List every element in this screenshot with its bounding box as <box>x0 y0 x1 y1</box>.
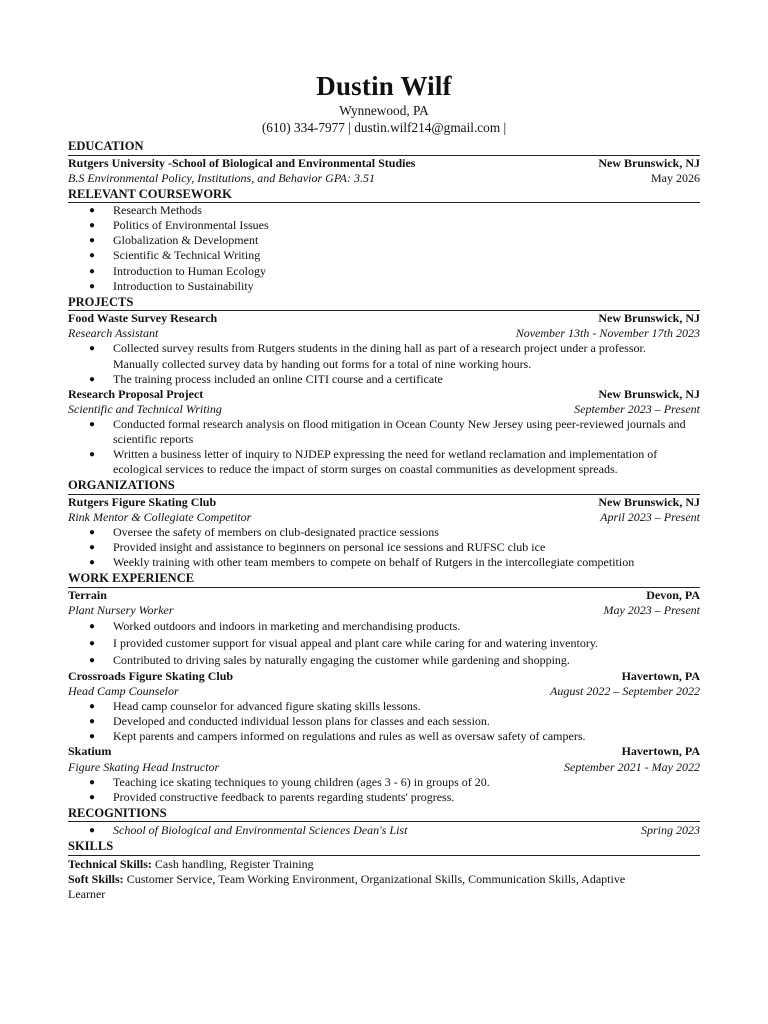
list-item <box>68 417 700 447</box>
candidate-name: Dustin Wilf <box>316 71 452 101</box>
entry-bullets <box>68 618 700 669</box>
bullet-text: Written a business letter of inquiry to NJDEP expressing the need for wetland reclamation and implementation of ecological services to reduce the impact of storm surges on coastal communities as development spreads. <box>113 447 658 477</box>
bullet-icon: ● <box>89 235 96 247</box>
list-item <box>68 652 700 669</box>
bullet-text: Worked outdoors and indoors in marketing and merchandising products. <box>113 618 461 633</box>
list-item <box>68 447 700 477</box>
degree: B.S Environmental Policy, Institutions, and Behavior GPA: 3.51 <box>68 170 375 185</box>
bullet-icon: ● <box>89 418 96 430</box>
entry-role: Head Camp Counselor <box>68 684 179 699</box>
entry-bullets <box>68 417 700 477</box>
list-item <box>68 372 700 387</box>
bullet-icon: ● <box>89 791 96 803</box>
bullet-icon: ● <box>89 373 96 385</box>
school-name: Rutgers University -School of Biological and Environmental Studies <box>68 155 416 170</box>
graduation-date: May 2026 <box>651 170 700 185</box>
bullet-text: Head camp counselor for advanced figure skating skills lessons. <box>113 699 421 714</box>
bullet-icon: ● <box>89 776 96 788</box>
bullet-icon: ● <box>89 542 96 554</box>
entry-location: Devon, PA <box>646 587 700 602</box>
list-item <box>68 218 700 233</box>
bullet-icon: ● <box>89 716 96 728</box>
entry-role: Figure Skating Head Instructor <box>68 759 220 774</box>
recognition-date: Spring 2023 <box>640 823 700 838</box>
coursework-list <box>68 203 700 294</box>
list-item <box>68 775 700 790</box>
entry-role: Plant Nursery Worker <box>68 602 174 617</box>
entry-date: April 2023 – Present <box>600 509 700 524</box>
candidate-location: Wynnewood, PA <box>339 103 429 118</box>
section-organizations: ORGANIZATIONS <box>68 478 700 495</box>
entry-role: Rink Mentor & Collegiate Competitor <box>68 509 252 524</box>
bullet-icon: ● <box>89 526 96 538</box>
contact-line: (610) 334-7977 | dustin.wilf214@gmail.com | <box>261 120 507 135</box>
list-item <box>68 618 700 635</box>
bullet-icon: ● <box>89 449 96 461</box>
course-name: Scientific & Technical Writing <box>113 248 261 263</box>
list-item <box>68 357 700 372</box>
list-item <box>68 264 700 279</box>
bullet-text: Provided constructive feedback to parents regarding students' progress. <box>113 789 455 804</box>
entry-location: Havertown, PA <box>621 744 700 759</box>
bullet-text: Oversee the safety of members on club-designated practice sessions <box>113 524 439 539</box>
bullet-text: I provided customer support for visual appeal and plant care while caring for and watering inventory. <box>113 635 599 650</box>
recognition-item: School of Biological and Environmental Sciences Dean's List <box>113 823 408 838</box>
entry-header <box>68 495 700 510</box>
section-work-experience: WORK EXPERIENCE <box>68 571 700 588</box>
entry-bullets <box>68 341 700 386</box>
bullet-icon: ● <box>89 280 96 292</box>
entry-name: Research Proposal Project <box>68 386 204 401</box>
list-item <box>68 729 700 744</box>
technical-skills-label: Technical Skills: <box>68 856 152 871</box>
soft-skills-text: Customer Service, Team Working Environment, Organizational Skills, Communication Skills, Adaptive Learner <box>68 871 626 902</box>
course-name: Introduction to Human Ecology <box>113 263 266 278</box>
entry-header <box>68 669 700 684</box>
bullet-text: Kept parents and campers informed on regulations and rules as well as oversaw safety of campers. <box>113 729 586 744</box>
resume-page <box>68 70 700 902</box>
section-recognitions: RECOGNITIONS <box>68 806 700 823</box>
recognition-row <box>68 823 700 838</box>
bullet-icon: ● <box>89 557 96 569</box>
entry-bullets <box>68 525 700 570</box>
entry-subheader <box>68 510 700 525</box>
entry-name: Skatium <box>68 744 112 759</box>
entry-name: Terrain <box>68 587 107 602</box>
list-item <box>68 341 700 356</box>
course-name: Globalization & Development <box>113 233 259 248</box>
entry-subheader <box>68 402 700 417</box>
bullet-icon: ● <box>89 250 96 262</box>
technical-skills <box>68 857 700 872</box>
bullet-icon: ● <box>89 220 96 232</box>
bullet-text: Weekly training with other team members to compete on behalf of Rutgers in the intercollegiate competition <box>113 555 635 570</box>
bullet-icon: ● <box>89 637 96 649</box>
soft-skills <box>68 872 700 902</box>
entry-bullets <box>68 699 700 744</box>
list-item <box>68 233 700 248</box>
bullet-icon: ● <box>89 620 96 632</box>
bullet-text: Conducted formal research analysis on flood mitigation in Ocean County New Jersey using peer-reviewed journals and scientific reports <box>113 416 686 446</box>
entry-location: New Brunswick, NJ <box>598 311 700 326</box>
entry-date: August 2022 – September 2022 <box>550 684 700 699</box>
technical-skills-text: Cash handling, Register Training <box>151 856 314 871</box>
bullet-icon: ● <box>89 343 96 355</box>
entry-date: November 13th - November 17th 2023 <box>515 326 700 341</box>
entry-role: Research Assistant <box>68 326 159 341</box>
entry-header <box>68 588 700 603</box>
entry-subheader <box>68 760 700 775</box>
entry-header <box>68 311 700 326</box>
entry-subheader <box>68 326 700 341</box>
course-name: Introduction to Sustainability <box>113 278 254 293</box>
course-name: Politics of Environmental Issues <box>113 218 269 233</box>
list-item <box>68 525 700 540</box>
entry-date: May 2023 – Present <box>603 602 700 617</box>
entry-date: September 2021 - May 2022 <box>564 759 700 774</box>
entry-name: Food Waste Survey Research <box>68 311 218 326</box>
list-item <box>68 279 700 294</box>
entry-location: New Brunswick, NJ <box>598 494 700 509</box>
bullet-icon: ● <box>89 654 96 666</box>
bullet-text: Provided insight and assistance to beginners on personal ice sessions and RUFSC club ice <box>113 540 546 555</box>
entry-subheader <box>68 603 700 618</box>
list-item <box>68 714 700 729</box>
bullet-text: Developed and conducted individual lesson plans for classes and each session. <box>113 714 490 729</box>
bullet-icon: ● <box>89 265 96 277</box>
bullet-text: Contributed to driving sales by naturally engaging the customer while gardening and shopping. <box>113 652 570 667</box>
bullet-icon: ● <box>89 825 96 837</box>
bullet-icon: ● <box>89 731 96 743</box>
section-skills: SKILLS <box>68 839 700 856</box>
entry-location: Havertown, PA <box>621 668 700 683</box>
list-item <box>68 203 700 218</box>
soft-skills-label: Soft Skills: <box>68 871 124 886</box>
bullet-text: Manually collected survey data by handing out forms for a total of nine working hours. <box>113 356 532 371</box>
list-item <box>68 248 700 263</box>
bullet-icon: ● <box>89 205 96 217</box>
entry-location: New Brunswick, NJ <box>598 386 700 401</box>
bullet-text: Teaching ice skating techniques to young children (ages 3 - 6) in groups of 20. <box>113 774 490 789</box>
education-row <box>68 156 700 171</box>
list-item <box>68 790 700 805</box>
entry-name: Crossroads Figure Skating Club <box>68 668 234 683</box>
section-projects: PROJECTS <box>68 295 700 312</box>
school-location: New Brunswick, NJ <box>598 155 700 170</box>
entry-subheader <box>68 684 700 699</box>
entry-name: Rutgers Figure Skating Club <box>68 494 217 509</box>
section-education: EDUCATION <box>68 139 700 156</box>
entry-bullets <box>68 775 700 805</box>
entry-header <box>68 744 700 759</box>
section-coursework: RELEVANT COURSEWORK <box>68 187 700 204</box>
list-item <box>68 540 700 555</box>
entry-header <box>68 387 700 402</box>
entry-date: September 2023 – Present <box>574 401 700 416</box>
course-name: Research Methods <box>113 203 202 218</box>
list-item <box>68 699 700 714</box>
list-item <box>68 635 700 652</box>
list-item <box>68 555 700 570</box>
degree-row <box>68 171 700 186</box>
bullet-text: Collected survey results from Rutgers students in the dining hall as part of a research project under a professor. <box>113 341 646 356</box>
bullet-icon: ● <box>89 701 96 713</box>
bullet-text: The training process included an online CITI course and a certificate <box>113 371 443 386</box>
entry-role: Scientific and Technical Writing <box>68 401 222 416</box>
